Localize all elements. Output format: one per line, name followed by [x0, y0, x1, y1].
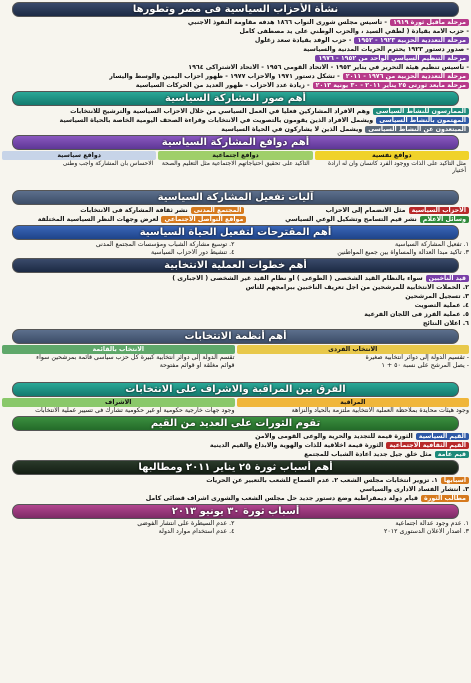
s6-row — [2, 301, 469, 310]
participation-forms-list — [2, 107, 469, 134]
s1-row — [2, 18, 469, 27]
motive-political — [2, 151, 156, 189]
election-systems-columns — [2, 345, 469, 381]
s10-row — [2, 494, 469, 503]
motives-columns — [2, 151, 469, 189]
s1-text: - حزب الوفد بقيادة سعد زغلول — [254, 36, 352, 44]
revolution-values-list — [2, 432, 469, 459]
s2-text: ويشمل الذين لا يشاركون في الحياة السياسية — [221, 125, 363, 133]
s10-row — [2, 485, 469, 494]
section-title-participation-forms: أهم صور المشاركة السياسية — [12, 91, 459, 106]
jun30-item: ٣. اصدار الاعلان الدستورى ٢٠١٢ — [384, 528, 469, 535]
jun30-item: ٢. عدم السيطرة على انتشار الفوضى — [137, 520, 235, 527]
section-title-jan25: أهم أسباب ثورة ٢٥ يناير ٢٠١١ ومطالبها — [12, 460, 459, 475]
supervision — [2, 398, 235, 415]
s10-tag: مطالب الثورة — [421, 495, 469, 502]
mechanisms-list — [2, 206, 469, 224]
monitoring-head: المراقبة — [237, 398, 470, 407]
proposal-item: ٣. تأكيد مبدأ العدالة والمساواة بين جميع المواطنين — [337, 249, 469, 256]
s1-text: - تشكل دستور ١٩٧١ والأحزاب ١٩٧٧ - ظهور أحزاب اليمين والوسط واليسار — [109, 72, 340, 80]
s9-tag: القيم السياسية — [416, 433, 469, 440]
s2-tag: المهتمون بالنشاط السياسى — [376, 117, 469, 124]
s1-row — [2, 27, 469, 36]
section-title-revolution-values: تقوم الثورات على العديد من القيم — [12, 416, 459, 431]
s6-text: ٢. الحملات الانتخابية للمرشحين من أجل تعريف الناخبين ببرامجهم للناس — [245, 283, 469, 291]
s1-tag: مرحلة التعددية الحزبية ١٩٢٣ - ١٩٥٢ — [354, 37, 469, 44]
system-line: - يصل المرشح على نسبة ٥٠ + ١ — [381, 362, 469, 369]
motive-head: دوافع سياسية — [2, 151, 156, 160]
section-title-election-steps: أهم خطوات العملية الانتخابية — [12, 258, 459, 273]
mechanism-tag: وسائل الاعلام — [420, 216, 469, 223]
parties-timeline — [2, 18, 469, 90]
system-list — [2, 345, 235, 381]
mechanism-tag: الأحزاب السياسية — [409, 207, 469, 214]
s1-text: - تأسيس مجلس شورى النواب ١٨٦٦ هدفه مقاومة النفوذ الأجنبي — [187, 18, 388, 26]
proposals-left — [2, 241, 235, 257]
supervision-head: الاشراف — [2, 398, 235, 407]
s6-row — [2, 319, 469, 328]
s6-row — [2, 310, 469, 319]
proposal-item: ٤. تنشيط دور الأحزاب السياسية — [151, 249, 235, 256]
jan25-list — [2, 476, 469, 503]
s9-row — [2, 432, 469, 441]
mechanism-text: نشر قيم التسامح وتشكيل الوعي السياسي — [285, 215, 417, 223]
s1-row — [2, 45, 469, 54]
mechanism-tag: مواقع التواصل الاجتماعي — [161, 216, 246, 223]
section-title-jun30: أسباب ثورة ٣٠ يونيو ٢٠١٣ — [12, 504, 459, 519]
s9-text: الثورة قيمة للتجديد والحرية والوعى القومى والأمن — [255, 432, 413, 440]
s1-row — [2, 54, 469, 63]
s9-text: الثورة قيمة أخلاقية للذات والهوية والابداع والقيم الدينية — [209, 441, 384, 449]
section-title-mechanisms: آليات تفعيل المشاركة السياسية — [12, 190, 459, 205]
mechanism-text: لعرض وجهات النظر السياسية المختلفة — [37, 215, 159, 223]
system-head: الانتخاب بالقائمة — [2, 345, 235, 354]
proposal-item: ٢. توسيع مشاركة الشباب ومؤسسات المجتمع المدنى — [95, 241, 235, 248]
s9-tag: قيم عامة — [435, 451, 469, 458]
s1-text: - تأسيس تنظيم هيئة التحرير في يناير ١٩٥٣ - الاتحاد القومى ١٩٥٦ - الاتحاد الاشتراكى ١٩٦٤ — [188, 63, 469, 71]
monitoring-body: وجود هيئات محايدة بملاحظة العملية الانتخابية ملتزمة بالحياد والنزاهة — [291, 407, 469, 414]
s1-tag: مرحلة التعددية الحزبية من ١٩٧٦ - ٢٠١١ — [343, 73, 469, 80]
section-title-election-systems: أهم أنظمة الانتخابات — [12, 329, 459, 344]
s1-text: - حزب الأمة بقيادة ( لطفي السيد ، والحزب الوطني على يد مصطفى كامل — [239, 27, 469, 35]
section-title-parties: نشأة الأحزاب السياسية فى مصر وتطورها — [12, 2, 459, 17]
jun30-right — [237, 520, 470, 536]
s6-row — [2, 283, 469, 292]
s9-row — [2, 441, 469, 450]
s10-text: قيام دولة ديمقراطية وضع دستور جديد حل مجلس الشعب والشورى اشراف قضائى كامل — [145, 494, 418, 502]
mechanism-text: مثل الانضمام إلى الأحزاب — [325, 206, 406, 214]
s6-text: ٥. عملية الفرز فى اللجان الفرعية — [364, 310, 469, 318]
s6-tag: قيد الناخبين — [426, 275, 469, 282]
s1-tag: مرحلة مابعد ثورتى ٢٥ يناير ٢٠١١ - ٣٠ يونية ٢٠١٣ — [313, 82, 469, 89]
mechanism-row — [2, 215, 469, 224]
s1-row — [2, 72, 469, 81]
s1-text: - صدور دستور ١٩٢٣ يحترم الحريات المدنية والسياسية — [303, 45, 469, 53]
s1-row — [2, 81, 469, 90]
s2-row — [2, 125, 469, 134]
motive-social — [158, 151, 312, 189]
system-head: الانتخاب الفردى — [237, 345, 470, 354]
section-title-motives: أهم دوافع المشاركة السياسية — [12, 135, 459, 150]
s9-text: مثل خلق جيل جديد اعادة الشباب للمجتمع — [304, 450, 432, 458]
s10-text: ١. تزوير انتخابات مجلس الشعب ٢. عدم السماح للشعب بالتعبير عن الحريات — [206, 476, 438, 484]
jun30-item: ٤. عدم استخدام موارد الدولة — [158, 528, 235, 535]
s1-text: - زيادة عدد الأحزاب - ظهور العديد من الحركات السياسية — [135, 81, 310, 89]
mechanism-tag: المجتمع المدنى — [191, 207, 245, 214]
s6-text: ٣. تسجيل المرشحين — [405, 292, 469, 300]
s9-row — [2, 450, 469, 459]
s2-tag: المبتعدون عن النشاط السياسى — [365, 126, 469, 133]
motive-head: دوافع نفسية — [315, 151, 469, 160]
motive-psychological — [315, 151, 469, 189]
section-title-proposals: أهم المقترحات لتفعيل الحياة السياسية — [12, 225, 459, 240]
s10-tag: أسبابها — [441, 477, 469, 484]
jun30-left — [2, 520, 235, 536]
s1-row — [2, 63, 469, 72]
supervision-body: وجود جهات خارجية حكومية أو غير حكومية تشارك فى تسيير عملية الانتخابات — [35, 407, 235, 414]
s6-text: سواء بالنظام القيد الشخصى ( الطوعى ) أو نظام القيد غير الشخصى ( الاجبارى ) — [172, 274, 423, 282]
system-line: تقسم الدولة إلى دوائر انتخابية كبيرة كل حزب سياسى قائمة بمرشحين سواء — [36, 354, 235, 361]
system-line: قوائم مغلقة أو قوائم مفتوحة — [159, 362, 235, 369]
jun30-item: ١. عدم وجود عدالة اجتماعية — [395, 520, 469, 527]
s10-row — [2, 476, 469, 485]
s6-text: ٤. عملية التصويت — [414, 301, 469, 309]
mechanism-text: نشر ثقافة المشاركة فى الانتخابات — [80, 206, 188, 214]
s2-text: ويشمل الأفراد الذين يقومون بالتصويت في الانتخابات وقراءة الصحف اليومية الخاصة بالحياة السياسية — [59, 116, 374, 124]
election-steps-list — [2, 274, 469, 328]
monitoring-columns — [2, 398, 469, 415]
system-individual — [237, 345, 470, 381]
proposals-right — [237, 241, 470, 257]
proposals-columns — [2, 241, 469, 257]
s6-text: ٦. اعلان النتائج — [422, 319, 469, 327]
jun30-columns — [2, 520, 469, 536]
mechanism-row — [2, 206, 469, 215]
s2-text: وهم الأفراد المشاركين فعليا في العمل السياسي من خلال الأحزاب السياسية والترشيح للانتخابات — [70, 107, 370, 115]
s1-tag: مرحلة التنظيم السياسي الواحد من ١٩٥٢ - ١٩٧٦ — [315, 55, 469, 62]
proposal-item: ١. تفعيل المشاركة السياسية — [395, 241, 469, 248]
s2-row — [2, 116, 469, 125]
s6-row — [2, 292, 469, 301]
s6-row — [2, 274, 469, 283]
motive-body: الاحساس بأن المشاركة واجب وطنى — [62, 160, 154, 167]
s2-row — [2, 107, 469, 116]
s2-tag: الممارسون للنشاط السياسى — [373, 108, 469, 115]
s1-row — [2, 36, 469, 45]
system-line: - تقسيم الدولة إلى دوائر انتخابية صغيرة — [365, 354, 469, 361]
s10-text: ٣. انتشار الفساد الادارى والسياسي — [359, 485, 469, 493]
motive-body: التأكيد على تحقيق احتياجاتهم الاجتماعية مثل التعليم والصحة — [161, 160, 310, 167]
monitoring — [237, 398, 470, 415]
s9-tag: القيم الثقافية الاجتماعية — [386, 442, 469, 449]
motive-body: مثل التأكيد على الذات ووجود الفرد كانسان وان له ارادة أختيار — [327, 160, 466, 174]
s1-tag: مرحلة ماقبل ثورة ١٩١٩ — [390, 19, 469, 26]
motive-head: دوافع اجتماعية — [158, 151, 312, 160]
section-title-monitoring: الفرق بين المراقبة والاشراف على الانتخابات — [12, 382, 459, 397]
